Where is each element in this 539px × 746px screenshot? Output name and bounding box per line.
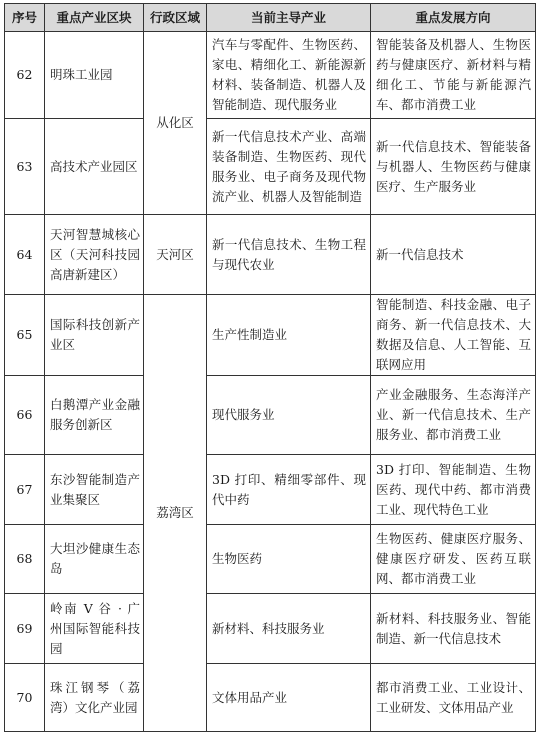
table-header-row: [5, 4, 536, 32]
development-direction: 智能制造、科技金融、电子商务、新一代信息技术、大数据及信息、人工智能、互联网应用: [371, 295, 536, 376]
row-number: 70: [5, 664, 45, 732]
zone-name: 珠江钢琴（荔湾）文化产业园: [45, 664, 144, 732]
zone-name: 天河智慧城核心区（天河科技园高唐新建区）: [45, 215, 144, 295]
current-industry: 汽车与零配件、生物医药、家电、精细化工、新能源新材料、装备制造、机器人及智能制造、现代服务业: [207, 32, 371, 119]
row-number: 62: [5, 32, 45, 119]
zone-name: 白鹅潭产业金融服务创新区: [45, 376, 144, 455]
zone-name: 东沙智能制造产业集聚区: [45, 455, 144, 525]
development-direction: 3D 打印、智能制造、生物医药、现代中药、都市消费工业、现代特色工业: [371, 455, 536, 525]
header-current-industry: 当前主导产业: [207, 4, 371, 32]
table-row: [5, 215, 536, 295]
development-direction: 都市消费工业、工业设计、工业研发、文体用品产业: [371, 664, 536, 732]
zone-name: 明珠工业园: [45, 32, 144, 119]
row-number: 67: [5, 455, 45, 525]
development-direction: 智能装备及机器人、生物医药与健康医疗、新材料与精细化工、节能与新能源汽车、都市消费工业: [371, 32, 536, 119]
zone-name: 高技术产业园区: [45, 119, 144, 215]
zone-name: 大坦沙健康生态岛: [45, 525, 144, 594]
industrial-zone-table: [4, 3, 536, 732]
row-number: 69: [5, 594, 45, 664]
current-industry: 生物医药: [207, 525, 371, 594]
development-direction: 新一代信息技术、智能装备与机器人、生物医药与健康医疗、生产服务业: [371, 119, 536, 215]
header-district: 行政区域: [144, 4, 207, 32]
header-development-direction: 重点发展方向: [371, 4, 536, 32]
current-industry: 新材料、科技服务业: [207, 594, 371, 664]
current-industry: 文体用品产业: [207, 664, 371, 732]
row-number: 63: [5, 119, 45, 215]
development-direction: 生物医药、健康医疗服务、健康医疗研发、医药互联网、都市消费工业: [371, 525, 536, 594]
district-cell: 从化区: [144, 32, 207, 215]
table-row: [5, 664, 536, 732]
current-industry: 生产性制造业: [207, 295, 371, 376]
current-industry: 现代服务业: [207, 376, 371, 455]
row-number: 64: [5, 215, 45, 295]
zone-name: 岭南 V 谷 · 广州国际智能科技园: [45, 594, 144, 664]
current-industry: 3D 打印、精细零部件、现代中药: [207, 455, 371, 525]
district-cell: 天河区: [144, 215, 207, 295]
table-row: [5, 119, 536, 215]
development-direction: 产业金融服务、生态海洋产业、新一代信息技术、生产服务业、都市消费工业: [371, 376, 536, 455]
table-row: [5, 32, 536, 119]
row-number: 66: [5, 376, 45, 455]
current-industry: 新一代信息技术、生物工程与现代农业: [207, 215, 371, 295]
development-direction: 新一代信息技术: [371, 215, 536, 295]
zone-name: 国际科技创新产业区: [45, 295, 144, 376]
table-row: [5, 455, 536, 525]
header-zone: 重点产业区块: [45, 4, 144, 32]
row-number: 68: [5, 525, 45, 594]
table-row: [5, 295, 536, 376]
development-direction: 新材料、科技服务业、智能制造、新一代信息技术: [371, 594, 536, 664]
table-row: [5, 376, 536, 455]
current-industry: 新一代信息技术产业、高端装备制造、生物医药、现代服务业、电子商务及现代物流产业、机器人及智能制造: [207, 119, 371, 215]
row-number: 65: [5, 295, 45, 376]
header-num: 序号: [5, 4, 45, 32]
table-row: [5, 594, 536, 664]
table-row: [5, 525, 536, 594]
district-cell: 荔湾区: [144, 295, 207, 732]
